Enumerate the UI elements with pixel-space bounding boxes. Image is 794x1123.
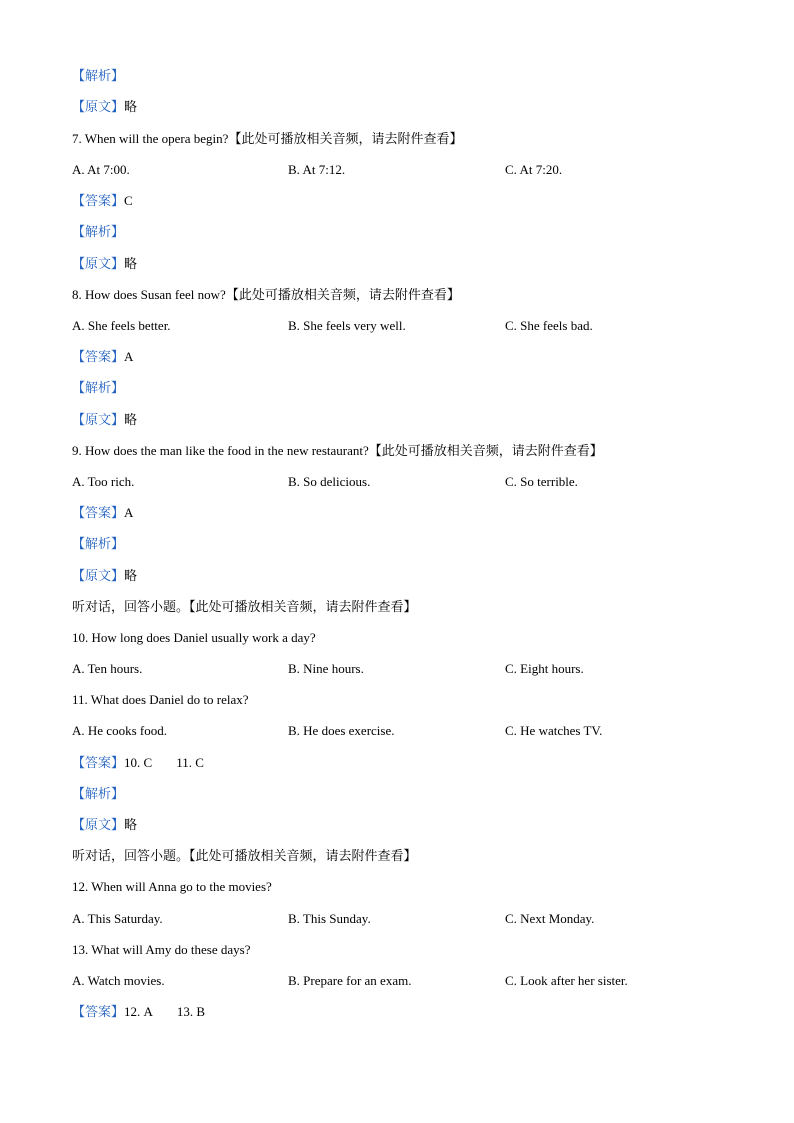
q9-answer: 【答案】A <box>72 505 134 521</box>
original-10-11: 【原文】略 <box>72 818 138 833</box>
q8-original: 【原文】略 <box>72 413 138 428</box>
analysis-10-11: 【解析】 <box>72 787 125 802</box>
q7-option-b: B. At 7:12. <box>288 162 346 177</box>
q9-option-c: C. So terrible. <box>505 474 578 489</box>
q12-option-c: C. Next Monday. <box>505 911 595 926</box>
audio-note: 【此处可播放相关音频，请去附件查看】 <box>189 600 417 615</box>
q9-option-b: B. So delicious. <box>288 474 371 489</box>
q9-analysis: 【解析】 <box>72 537 125 552</box>
question-13: 13. What will Amy do these days? <box>72 942 251 957</box>
q12-option-a: A. This Saturday. <box>72 911 163 926</box>
question-12: 12. When will Anna go to the movies? <box>72 879 272 894</box>
q8-option-a: A. She feels better. <box>72 318 171 333</box>
question-7: 7. When will the opera begin?【此处可播放相关音频，请去附件查看】 <box>72 131 463 147</box>
audio-note: 【此处可播放相关音频，请去附件查看】 <box>189 849 417 864</box>
listen-prompt-10-11: 听对话，回答小题。【此处可播放相关音频，请去附件查看】 <box>72 600 417 615</box>
question-8: 8. How does Susan feel now?【此处可播放相关音频，请去附件查看】 <box>72 287 460 303</box>
q7-answer: 【答案】C <box>72 193 133 209</box>
q13-option-b: B. Prepare for an exam. <box>288 973 412 988</box>
answer-10-11: 【答案】10. C 11. C <box>72 755 204 771</box>
question-10: 10. How long does Daniel usually work a day? <box>72 630 316 645</box>
q13-option-a: A. Watch movies. <box>72 973 165 988</box>
q7-option-c: C. At 7:20. <box>505 162 563 177</box>
question-11: 11. What does Daniel do to relax? <box>72 692 249 707</box>
q8-answer: 【答案】A <box>72 349 134 365</box>
q9-original: 【原文】略 <box>72 569 138 584</box>
audio-note: 【此处可播放相关音频，请去附件查看】 <box>228 132 463 147</box>
question-9: 9. How does the man like the food in the new restaurant?【此处可播放相关音频，请去附件查看】 <box>72 443 603 459</box>
q11-option-c: C. He watches TV. <box>505 723 603 738</box>
q8-option-c: C. She feels bad. <box>505 318 593 333</box>
q11-option-a: A. He cooks food. <box>72 723 167 738</box>
original-text-line: 【原文】略 <box>72 100 138 115</box>
analysis-heading: 【解析】 <box>72 69 125 84</box>
q9-option-a: A. Too rich. <box>72 474 135 489</box>
q10-option-c: C. Eight hours. <box>505 661 584 676</box>
q13-option-c: C. Look after her sister. <box>505 973 628 988</box>
q8-analysis: 【解析】 <box>72 381 125 396</box>
q7-original: 【原文】略 <box>72 257 138 272</box>
q11-option-b: B. He does exercise. <box>288 723 395 738</box>
listen-prompt-12-13: 听对话，回答小题。【此处可播放相关音频，请去附件查看】 <box>72 849 417 864</box>
q7-option-a: A. At 7:00. <box>72 162 130 177</box>
q12-option-b: B. This Sunday. <box>288 911 371 926</box>
audio-note: 【此处可播放相关音频，请去附件查看】 <box>225 288 460 303</box>
q10-option-a: A. Ten hours. <box>72 661 143 676</box>
audio-note: 【此处可播放相关音频，请去附件查看】 <box>368 444 603 459</box>
q7-analysis: 【解析】 <box>72 225 125 240</box>
q8-option-b: B. She feels very well. <box>288 318 406 333</box>
answer-12-13: 【答案】12. A 13. B <box>72 1004 206 1020</box>
q10-option-b: B. Nine hours. <box>288 661 364 676</box>
